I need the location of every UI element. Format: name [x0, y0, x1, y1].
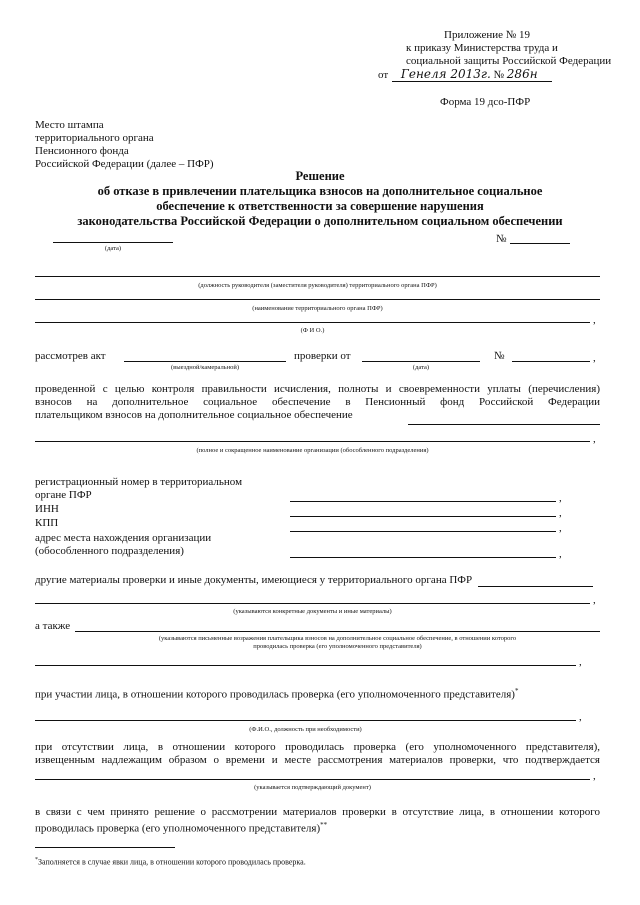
- territorial-org-line: [35, 299, 600, 300]
- footnote: [35, 855, 306, 868]
- control-paragraph-line-2: взносов на дополнительное социальное обеспечение в Пенсионный фонд Российской Федерации: [35, 396, 600, 408]
- decision-mark: **: [320, 821, 328, 829]
- participation-text: при участии лица, в отношении которого проводилась проверка (его уполномоченного представителя): [35, 688, 515, 701]
- objections-caption: [75, 635, 600, 651]
- inn-comma: ,: [559, 507, 562, 519]
- act-type-line: [124, 361, 286, 362]
- confirm-doc-caption: (указывается подтверждающий документ): [254, 784, 371, 791]
- reg-number-comma: ,: [559, 492, 562, 504]
- act-comma: ,: [593, 352, 596, 364]
- docs-line: [35, 603, 590, 604]
- footnote-mark: *: [35, 857, 38, 863]
- participant-line: [35, 720, 576, 721]
- fio-comma: ,: [593, 314, 596, 326]
- act-date-line: [362, 361, 480, 362]
- decision-line-2-wrap: [35, 819, 600, 836]
- date-field-line: [53, 242, 173, 243]
- decision-paragraph: [35, 806, 600, 836]
- appendix-from-label: от: [378, 69, 389, 81]
- title-line-3: обеспечение к ответственности за совершение нарушения: [156, 199, 484, 213]
- act-type-caption: (выездной/камеральной): [170, 364, 240, 371]
- check-from-label: проверки от: [294, 350, 351, 362]
- decision-line-2: проводилась проверка (его уполномоченного представителя): [35, 822, 321, 835]
- form-code: Форма 19 дсо-ПФР: [440, 96, 531, 108]
- inn-label: ИНН: [35, 503, 59, 515]
- reg-number-line: [290, 501, 556, 502]
- act-number-label: №: [494, 350, 505, 362]
- payer-line-tail: [408, 424, 600, 425]
- objections-line-2: [35, 665, 576, 666]
- control-paragraph: [35, 383, 600, 422]
- control-paragraph-line-1: проведенной с целью контроля правильности исчисления, полноты и своевременности уплаты (перечисления): [35, 383, 600, 395]
- stamp-line-3: Пенсионного фонда: [35, 145, 129, 157]
- objections-comma: ,: [579, 656, 582, 668]
- fio-position-caption: (Ф.И.О., должность при необходимости): [249, 726, 362, 733]
- reg-number-label-line-1: регистрационный номер в территориальном: [35, 476, 243, 488]
- inn-line: [290, 516, 556, 517]
- act-date-caption: (дата): [412, 364, 430, 371]
- absence-paragraph: [35, 741, 600, 767]
- also-label: а также: [35, 620, 71, 632]
- address-label-line-2: (обособленного подразделения): [35, 545, 184, 557]
- participant-comma: ,: [579, 711, 582, 723]
- footnote-text: Заполняется в случае явки лица, в отношении которого проводилась проверка.: [38, 857, 306, 867]
- reviewed-act-label: рассмотрев акт: [35, 350, 106, 362]
- org-name-line: [35, 441, 590, 442]
- stamp-block: [35, 119, 214, 171]
- handwritten-date: Генеля 2013г.: [400, 67, 491, 81]
- absence-line-1: при отсутствии лица, в отношении которого проводилась проверка (его уполномоченного представителя),: [35, 741, 600, 753]
- handwritten-number: 286н: [506, 67, 538, 81]
- title-line-2: об отказе в привлечении плательщика взносов на дополнительное социальное: [97, 184, 543, 198]
- appendix-num-label: №: [493, 69, 505, 81]
- reg-number-label: [35, 476, 242, 502]
- fio-caption: (Ф И О.): [300, 327, 325, 334]
- address-comma: ,: [559, 548, 562, 560]
- objections-line: [75, 631, 600, 632]
- title-decision: Решение: [295, 169, 345, 183]
- objections-caption-line-2: проводилась проверка (его уполномоченного представителя): [253, 643, 422, 650]
- other-materials-label: другие материалы проверки и иные документы, имеющиеся у территориального органа ПФР: [35, 574, 473, 586]
- reg-number-label-line-2: органе ПФР: [35, 489, 92, 501]
- docs-caption: (указываются конкретные документы и иные материалы): [233, 608, 392, 615]
- appendix-ministry-line: социальной защиты Российской Федерации: [406, 55, 612, 67]
- head-position-line: [35, 276, 600, 277]
- appendix-number: Приложение № 19: [444, 29, 531, 41]
- other-materials-line-tail: [478, 586, 593, 587]
- footnote-divider: [35, 847, 175, 848]
- confirm-doc-comma: ,: [593, 770, 596, 782]
- appendix-date-row: [378, 68, 578, 82]
- decision-line-1: в связи с чем принято решение о рассмотрении материалов проверки в отсутствие лица, в отношении которого: [35, 806, 600, 818]
- head-position-caption: (должность руководителя (заместителя руководителя) территориального органа ПФР): [198, 282, 437, 289]
- org-name-comma: ,: [593, 433, 596, 445]
- act-number-line: [512, 361, 590, 362]
- address-label-line-1: адрес места нахождения организации: [35, 532, 212, 544]
- title-line-4: законодательства Российской Федерации о дополнительном социальном обеспечении: [77, 214, 563, 228]
- control-paragraph-line-3: плательщиком взносов на дополнительное социальное обеспечение: [35, 409, 353, 421]
- address-line: [290, 557, 556, 558]
- appendix-order-line: к приказу Министерства труда и: [406, 42, 558, 54]
- org-name-caption: (полное и сокращенное наименование организации (обособленного подразделения): [196, 447, 429, 454]
- kpp-comma: ,: [559, 522, 562, 534]
- appendix-date-underline: [392, 81, 552, 82]
- appendix-block: [406, 29, 618, 68]
- document-title: [20, 169, 620, 229]
- stamp-line-4: Российской Федерации (далее – ПФР): [35, 158, 214, 170]
- address-label: [35, 532, 211, 558]
- territorial-org-caption: (наименование территориального органа ПФР): [252, 305, 383, 312]
- docs-comma: ,: [593, 594, 596, 606]
- participation-mark: *: [514, 687, 519, 695]
- kpp-label: КПП: [35, 517, 59, 529]
- decision-number-label: №: [496, 233, 507, 245]
- decision-number-line: [510, 243, 570, 244]
- date-caption: (дата): [104, 245, 122, 252]
- stamp-line-1: Место штампа: [35, 119, 104, 131]
- participation-label: [35, 685, 518, 702]
- stamp-line-2: территориального органа: [35, 132, 154, 144]
- confirm-doc-line: [35, 779, 590, 780]
- absence-line-2: извещенным надлежащим образом о времени и месте рассмотрения материалов проверки, что подтверждается: [35, 754, 600, 766]
- kpp-line: [290, 531, 556, 532]
- objections-caption-line-1: (указываются письменные возражения плательщика взносов на дополнительное социальное обеспечение, в отношении которого: [158, 635, 517, 642]
- fio-line: [35, 322, 590, 323]
